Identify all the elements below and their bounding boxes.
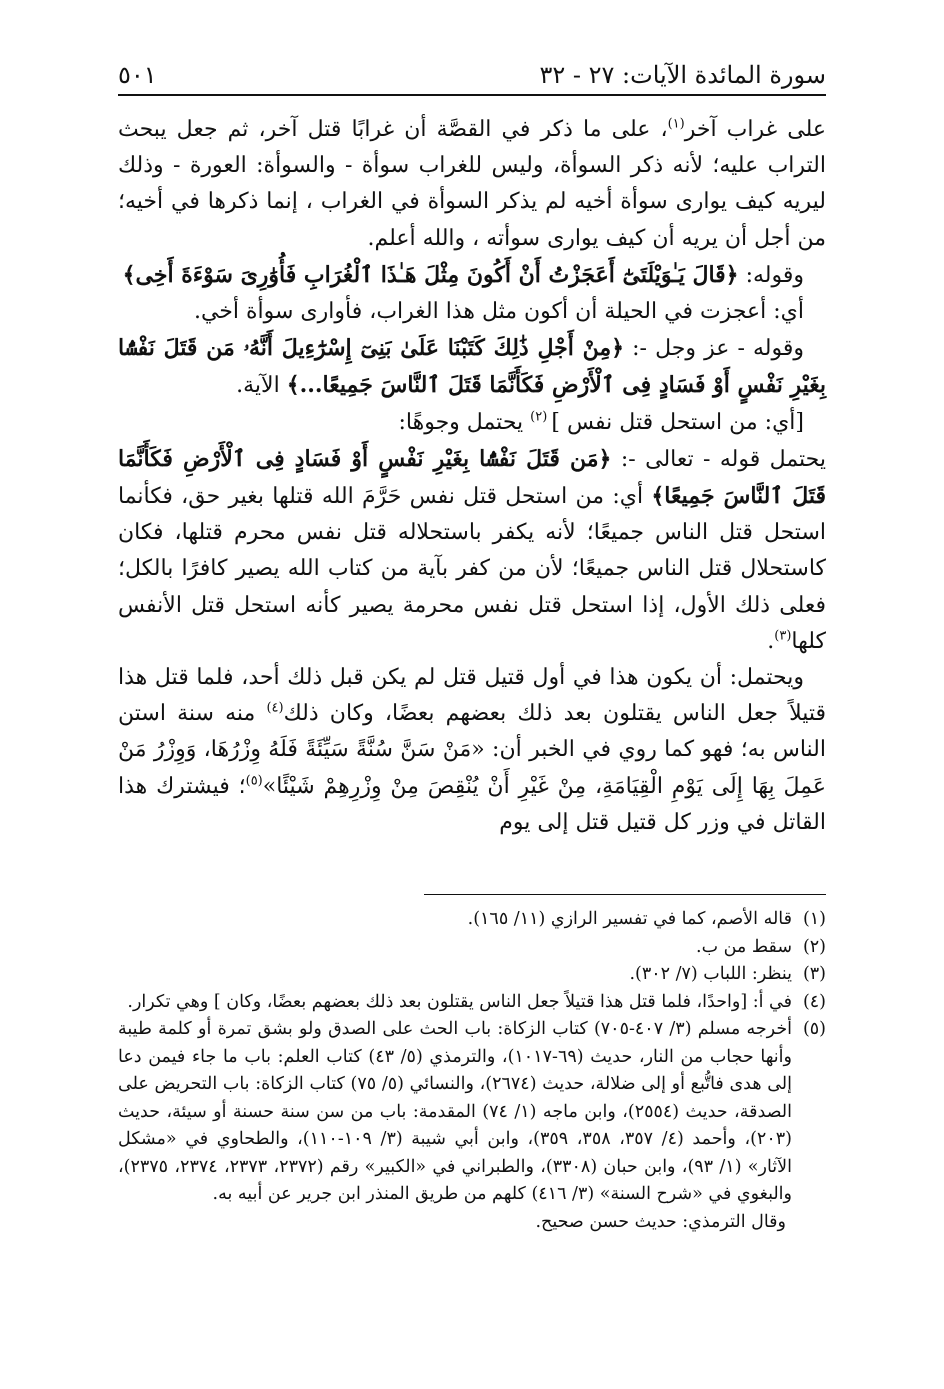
footnote-continuation: وقال الترمذي: حديث حسن صحيح.: [535, 1211, 786, 1232]
p2-lead: وقوله:: [738, 262, 804, 288]
footnote-3: [118, 961, 826, 989]
footnote-ref-4: (٤): [266, 700, 284, 716]
footnote-number: (٥): [802, 1019, 826, 1039]
footnote-text: في أ: [واحدًا، فلما قتل هذا قتيلاً جعل الناس يقتلون بعد ذلك بعضهم بعضًا، وكان ] وهي تكرار.: [127, 991, 792, 1012]
footnote-ref-2: (٢): [530, 409, 552, 425]
footnote-rule: [424, 894, 826, 895]
running-header: [118, 58, 826, 92]
paragraph-7: [118, 660, 826, 841]
footnote-text: قاله الأصم، كما في تفسير الرازي (١١/ ١٦٥).: [467, 909, 792, 929]
page-number: ٥٠١: [118, 61, 157, 89]
footnote-ref-1: (١): [667, 116, 685, 132]
p4-tail: الآية.: [236, 373, 287, 399]
footnote-ref-3: (٣): [774, 628, 792, 644]
footnote-number: (٢): [802, 936, 826, 957]
hadith-quote: «مَنْ سَنَّ سُنَّةً سَيِّئَةً فَلَهُ وِزْرُهَا، وَوِزْرُ مَنْ عَمِلَ بِهَا إِلَى يَوْمِ الْقِيَامَةِ، مِنْ غَيْرِ أَنْ يُنْقِصَ مِنْ وِزْرِهِمْ شَيْئًا»: [118, 737, 826, 799]
quran-verse-3: ﴿مَن قَتَلَ نَفْسًۢا بِغَيْرِ نَفْسٍ أَوْ فَسَادٍ فِى ٱلْأَرْضِ فَكَأَنَّمَا قَتَلَ ٱلنَّاسَ جَمِيعًا﴾: [118, 445, 827, 510]
header-rule: [118, 94, 826, 96]
paragraph-3: أي: أعجزت في الحيلة أن أكون مثل هذا الغراب، فأوارى سوأة أخي.: [193, 299, 804, 325]
header-title: سورة المائدة الآيات: ٢٧ - ٣٢: [539, 61, 826, 89]
quran-verse-2: ﴿مِنْ أَجْلِ ذَٰلِكَ كَتَبْنَا عَلَىٰ بَنِىٓ إِسْرَٰٓءِيلَ أَنَّهُۥ مَن قَتَلَ نَفْسًۢا بِغَيْرِ نَفْسٍ أَوْ فَسَادٍ فِى ٱلْأَرْضِ فَكَأَنَّمَا قَتَلَ ٱلنَّاسَ جَمِيعًا...﴾: [118, 335, 826, 399]
footnote-text: سقط من ب.: [696, 936, 792, 957]
p7-b: منه سنة استن الناس به؛ فهو كما روي في الخبر أن:: [118, 701, 826, 763]
paragraph-5: [118, 405, 826, 441]
footnote-4: [118, 989, 826, 1017]
footnote-number: (٤): [802, 991, 826, 1012]
paragraph-4: [118, 330, 826, 404]
p6-text: أي: من استحل قتل نفس حَرَّمَ الله قتلها بغير حق، فكأنما استحل قتل الناس جميعًا؛ لأنه يكفر باستحلاله قتل نفس محرم قتلها، فكان كاستحلال قتل الناس جميعًا؛ لأن من كفر بآية من كتاب الله يصير كافرًا بالكل؛ فعلى ذلك الأول، إذا استحل قتل نفس محرمة يصير كأنه استحل قتل الأنفس كلها: [118, 484, 826, 654]
paragraph-1: [118, 112, 826, 257]
footnote-number: (٣): [802, 964, 826, 984]
p6-end: .: [767, 628, 775, 654]
p1-text: على غراب آخر: [684, 117, 826, 142]
footnote-number: (١): [802, 909, 826, 929]
footnote-2: [118, 934, 826, 962]
p5-rest: يحتمل وجوهًا:: [398, 409, 531, 435]
main-text: [118, 112, 826, 841]
footnote-5: [118, 1016, 826, 1209]
paragraph-2: [118, 257, 826, 294]
footnote-1: [118, 906, 826, 934]
p7-a: ويحتمل: أن يكون هذا في أول قتيل قتل لم يكن قبل ذلك أحد، فلما قتل هذا قتيلاً جعل الناس يقتلون بعد ذلك بعضهم بعضًا، وكان ذلك: [118, 665, 826, 727]
footnote-text: أخرجه مسلم (٣/ ٤٠٧-٧٠٥) كتاب الزكاة: باب الحث على الصدق ولو بشق تمرة أو كلمة طيبة وأنها حجاب من النار، حديث (٦٩-١٠١٧)، والترمذي (٥/ ٤٣) كتاب العلم: باب ما جاء فيمن دعا إلى هدى فاتُّبع أو إلى ضلالة، حديث (٢٦٧٤)، والنسائي (٥/ ٧٥) كتاب الزكاة: باب التحريض على الصدقة، حديث (٢٥٥٤)، وابن ماجه (١/ ٧٤) المقدمة: باب من سن سنة حسنة أو سيئة، حديث (٢٠٣)، وأحمد (٤/ ٣٥٧، ٣٥٨، ٣٥٩)، وابن أبي شيبة (٣/ ١٠٩-١١٠)، والطحاوي في «مشكل الآثار» (١/ ٩٣)، وابن حبان (٣٣٠٨)، والطبراني في «الكبير» رقم (٢٣٧٢، ٢٣٧٣، ٢٣٧٤، ٢٣٧٥)، والبغوي في «شرح السنة» (٣/ ٤١٦) كلهم من طريق المنذر ابن جرير عن أبيه به.: [118, 1019, 793, 1204]
p4-lead: وقوله - عز وجل -:: [624, 336, 804, 362]
paragraph-6: [118, 441, 826, 660]
quran-verse-1: ﴿قَالَ يَـٰوَيْلَتَىٰٓ أَعَجَزْتُ أَنْ أَكُونَ مِثْلَ هَـٰذَا ٱلْغُرَابِ فَأُوَٰرِىَ سَوْءَةَ أَخِى﴾: [122, 261, 739, 288]
p6-lead: يحتمل قوله - تعالى -:: [611, 446, 826, 472]
p1-rest: ، على ما ذكر في القصَّة أن غرابًا قتل آخر، ثم جعل يبحث التراب عليه؛ لأنه ذكر السوأة، وليس للغراب سوأة - والسوأة: العورة - وذلك ليريه كيف يوارى سوأة أخيه لم يذكر السوأة في الغراب ، إنما ذكرها في أخيه؛ من أجل أن يريه أن كيف يوارى سوأته ، والله أعلم.: [118, 117, 826, 251]
p5-text: [أي: من استحل قتل نفس ]: [551, 409, 804, 435]
p7-c: ؛ فيشترك هذا القاتل في وزر كل قتيل قتل إلى يوم: [118, 773, 826, 835]
footnote-text: ينظر: اللباب (٧/ ٣٠٢).: [629, 964, 792, 984]
footnote-ref-5: (٥): [245, 773, 263, 789]
footnotes: [118, 906, 826, 1236]
